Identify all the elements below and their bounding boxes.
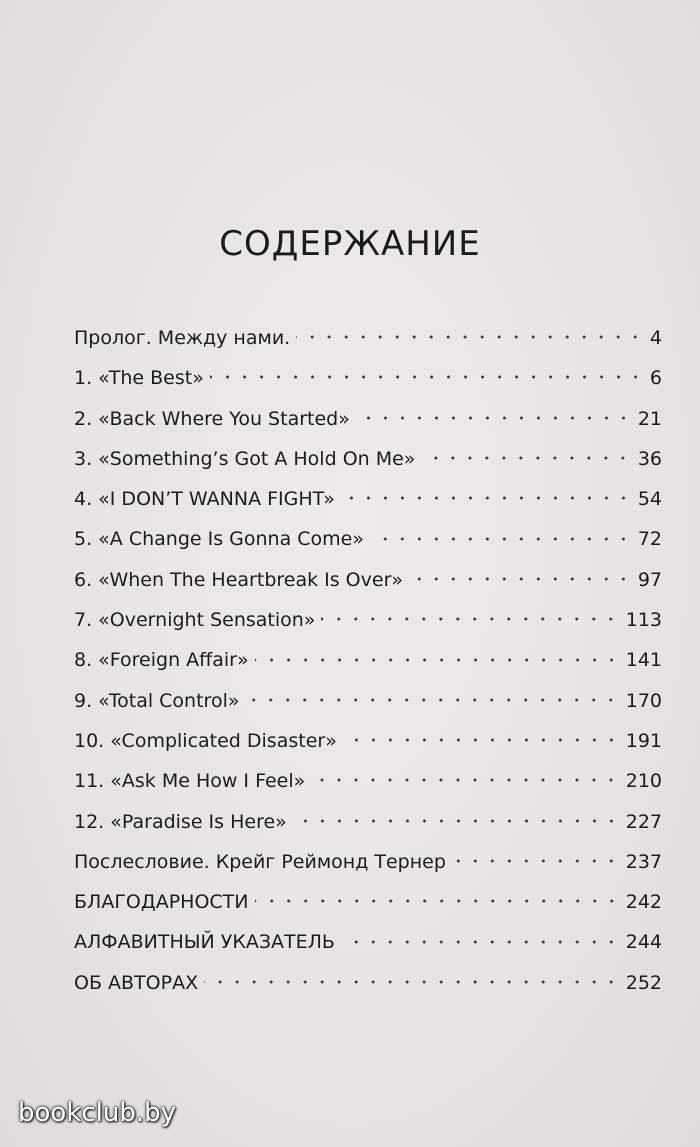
toc-entry xyxy=(74,358,662,398)
toc-entry-title: 6. «When The Heartbreak Is Over» xyxy=(74,568,404,591)
dot-leader xyxy=(341,940,620,944)
toc-entry-title: 1. «The Best» xyxy=(74,367,204,390)
toc-entry xyxy=(74,882,662,922)
dot-leader xyxy=(255,899,620,903)
toc-entry-page: 237 xyxy=(625,850,662,873)
toc-entry-title: 10. «Complicated Disaster» xyxy=(74,729,337,752)
toc-entry-page: 141 xyxy=(625,649,662,672)
toc-entry-page: 191 xyxy=(625,729,662,752)
toc-entry-page: 72 xyxy=(637,528,662,551)
toc-entry xyxy=(74,681,662,721)
toc-entry-title: 2. «Back Where You Started» xyxy=(74,407,350,430)
dot-leader xyxy=(296,335,644,339)
toc-entry-title: 9. «Total Control» xyxy=(74,689,240,712)
toc-entry xyxy=(74,318,662,358)
toc-entry-title: 7. «Overnight Sensation» xyxy=(74,609,316,632)
toc-entry xyxy=(74,519,662,559)
dot-leader xyxy=(370,537,632,541)
toc-entry xyxy=(74,640,662,680)
dot-leader xyxy=(245,698,619,702)
toc-entry-title: 5. «A Change Is Gonna Come» xyxy=(74,528,364,551)
toc-entry-title: БЛАГОДАРНОСТИ xyxy=(74,891,249,914)
toc-entry-title: АЛФАВИТНЫЙ УКАЗАТЕЛЬ xyxy=(74,931,335,954)
dot-leader xyxy=(343,738,620,742)
toc-entry xyxy=(74,600,662,640)
toc-entry-title: 12. «Paradise Is Here» xyxy=(74,810,287,833)
toc-entry xyxy=(74,479,662,519)
toc-entry xyxy=(74,439,662,479)
dot-leader xyxy=(321,617,619,621)
toc-entry-page: 227 xyxy=(625,810,662,833)
dot-leader xyxy=(409,577,632,581)
toc-entry xyxy=(74,721,662,761)
toc-entry-page: 244 xyxy=(625,931,662,954)
toc-entry-page: 97 xyxy=(637,568,662,591)
dot-leader xyxy=(452,859,620,863)
toc-entry xyxy=(74,761,662,801)
dot-leader xyxy=(341,496,632,500)
dot-leader xyxy=(255,658,620,662)
toc-entry xyxy=(74,399,662,439)
toc-entry-title: ОБ АВТОРАХ xyxy=(74,971,199,994)
dot-leader xyxy=(210,375,644,379)
toc-entry xyxy=(74,560,662,600)
toc-entry-page: 170 xyxy=(625,689,662,712)
table-of-contents xyxy=(74,318,662,1003)
toc-entry-title: Пролог. Между нами. xyxy=(74,327,291,349)
toc-entry-page: 4 xyxy=(649,327,662,349)
toc-entry-title: 11. «Ask Me How I Feel» xyxy=(74,770,306,793)
toc-entry-page: 6 xyxy=(649,367,662,390)
toc-entry-page: 36 xyxy=(637,447,662,470)
toc-entry-title: 3. «Something’s Got A Hold On Me» xyxy=(74,447,416,470)
page-title: СОДЕРЖАНИЕ xyxy=(219,224,481,264)
toc-entry-page: 54 xyxy=(637,488,662,511)
toc-entry-title: Послесловие. Крейг Реймонд Тернер xyxy=(74,850,446,873)
toc-entry xyxy=(74,963,662,1003)
toc-entry xyxy=(74,802,662,842)
dot-leader xyxy=(204,980,620,984)
toc-entry-title: 8. «Foreign Affair» xyxy=(74,649,249,672)
dot-leader xyxy=(356,416,632,420)
toc-entry-page: 113 xyxy=(625,609,662,632)
toc-entry-title: 4. «I DON’T WANNA FIGHT» xyxy=(74,488,335,511)
toc-entry-page: 252 xyxy=(625,971,662,994)
toc-entry-page: 242 xyxy=(625,891,662,914)
watermark-text: bookclub.by xyxy=(18,1098,177,1128)
dot-leader xyxy=(293,819,620,823)
toc-entry-page: 210 xyxy=(625,770,662,793)
toc-entry xyxy=(74,922,662,962)
dot-leader xyxy=(421,456,631,460)
dot-leader xyxy=(311,778,619,782)
toc-entry-page: 21 xyxy=(637,407,662,430)
toc-entry xyxy=(74,842,662,882)
